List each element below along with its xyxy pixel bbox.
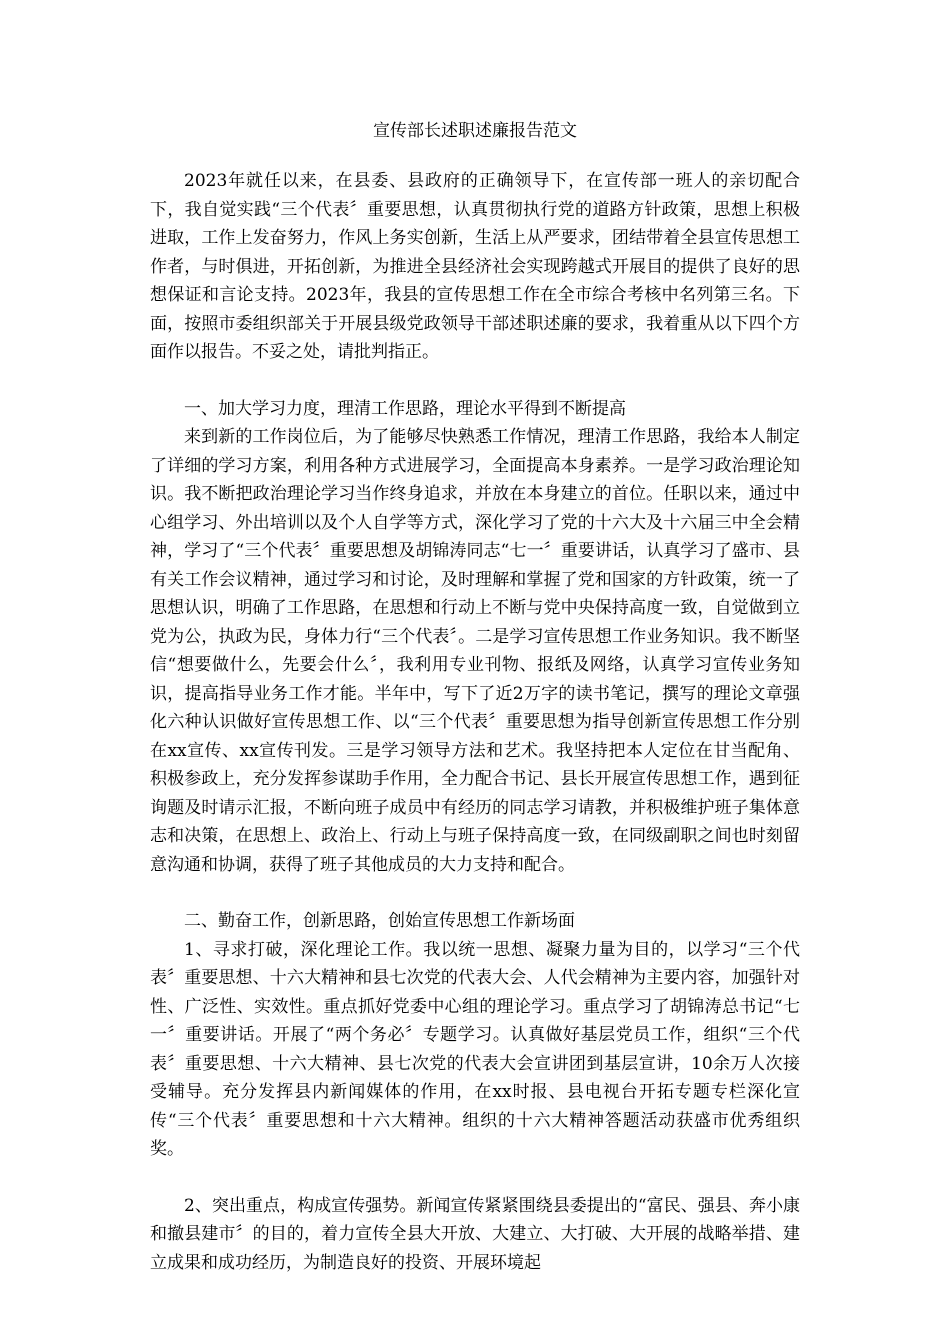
section1-heading: 一、加大学习力度，理清工作思路，理论水平得到不断提高 xyxy=(184,398,626,419)
section2-heading: 二、勤奋工作，创新思路，创始宣传思想工作新场面 xyxy=(184,911,575,931)
paragraph-gap xyxy=(150,879,800,907)
paragraph-gap xyxy=(150,1164,800,1192)
section1-body: 来到新的工作岗位后，为了能够尽快熟悉工作情况，理清工作思路，我给本人制定了详细的学习方案，利用各种方式进展学习，全面提高本身素养。一是学习政治理论知识。我不断把政治理论学习当作终身追求，并放在本身建立的首位。任职以来，通过中心组学习、外出培训以及个人自学等方式，深化学习了党的十六大及十六届三中全会精神，学习了“三个代表〞重要思想及胡锦涛同志“七一〞重要讲话，认真学习了盛市、县有关工作会议精神，通过学习和讨论，及时理解和掌握了党和国家的方针政策，统一了思想认识，明确了工作思路，在思想和行动上不断与党中央保持高度一致，自觉做到立党为公，执政为民，身体力行“三个代表〞。二是学习宣传思想工作业务知识。我不断坚信“想要做什么，先要会什么〞，我利用专业刊物、报纸及网络，认真学习宣传业务知识，提高指导业务工作才能。半年中，写下了近2万字的读书笔记，撰写的理论文章强化六种认识做好宣传思想工作、以“三个代表〞重要思想为指导创新宣传思想工作分别在xx宣传、xx宣传刊发。三是学习领导方法和艺术。我坚持把本人定位在甘当配角、积极参政上，充分发挥参谋助手作用，全力配合书记、县长开展宣传思想工作，遇到征询题及时请示汇报，不断向班子成员中有经历的同志学习请教，并积极维护班子集体意志和决策，在思想上、政治上、行动上与班子保持高度一致，在同级副职之间也时刻留意沟通和协调，获得了班子其他成员的大力支持和配合。 xyxy=(150,427,800,875)
document-title: 宣传部长述职述廉报告范文 xyxy=(373,121,577,141)
paragraph-gap xyxy=(150,367,800,395)
section2-item2: 2、突出重点，构成宣传强势。新闻宣传紧紧围绕县委提出的“富民、强县、奔小康和撤县建市〞的目的，着力宣传全县大开放、大建立、大打破、大开展的战略举措、建立成果和成功经历，为制造良好的投资、开展环境起 xyxy=(150,1195,800,1273)
document-page xyxy=(150,117,800,1277)
section2-item1: 1、寻求打破，深化理论工作。我以统一思想、凝聚力量为目的，以学习“三个代表〞重要思想、十六大精神和县七次党的代表大会、人代会精神为主要内容，加强针对性、广泛性、实效性。重点抓好党委中心组的理论学习。重点学习了胡锦涛总书记“七一〞重要讲话。开展了“两个务必〞专题学习。认真做好基层党员工作，组织“三个代表〞重要思想、十六大精神、县七次党的代表大会宣讲团到基层宣讲，10余万人次接受辅导。充分发挥县内新闻媒体的作用，在xx时报、县电视台开拓专题专栏深化宣传“三个代表〞重要思想和十六大精神。组织的十六大精神答题活动获盛市优秀组织奖。 xyxy=(150,939,800,1159)
intro-paragraph: 2023年就任以来，在县委、县政府的正确领导下，在宣传部一班人的亲切配合下，我自觉实践“三个代表〞重要思想，认真贯彻执行党的道路方针政策，思想上积极进取，工作上发奋努力，作风上务实创新，生活上从严要求，团结带着全县宣传思想工作者，与时俱进，开拓创新，为推进全县经济社会实现跨越式开展目的提供了良好的思想保证和言论支持。2023年，我县的宣传思想工作在全市综合考核中名列第三名。下面，按照市委组织部关于开展县级党政领导干部述职述廉的要求，我着重从以下四个方面作以报告。不妥之处，请批判指正。 xyxy=(150,171,800,362)
